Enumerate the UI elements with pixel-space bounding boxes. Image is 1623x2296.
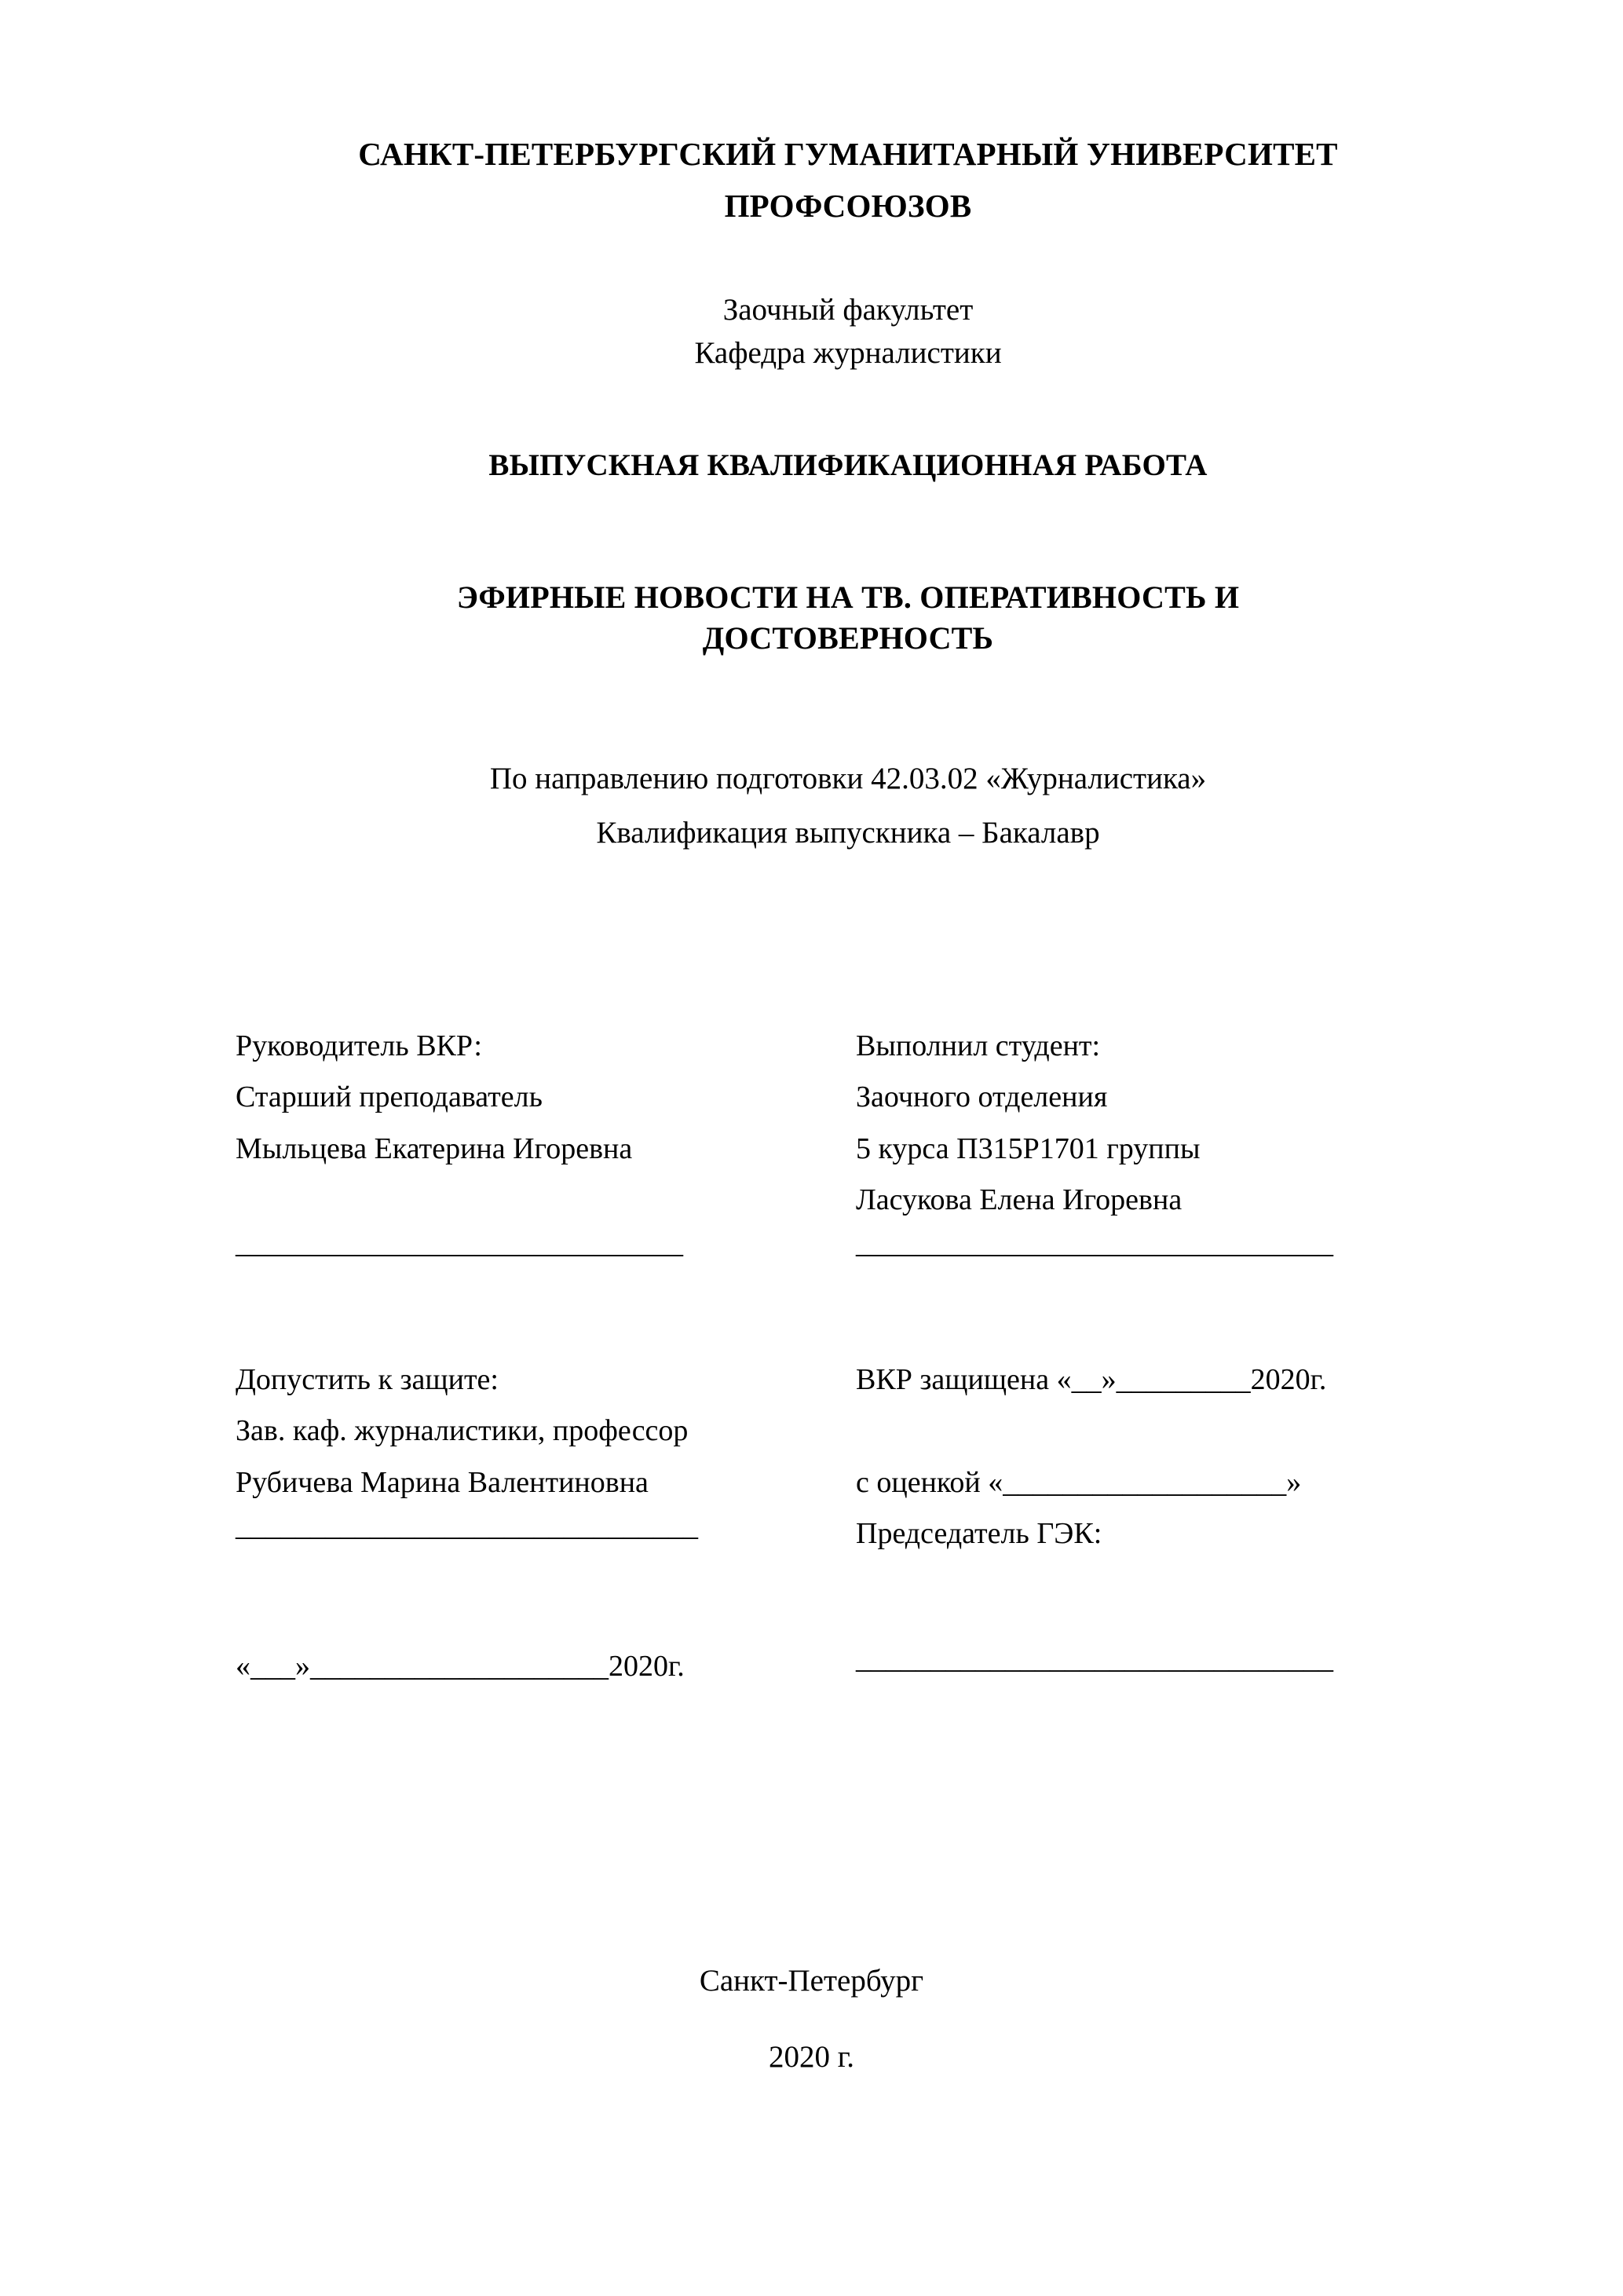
student-name: Ласукова Елена Игоревна [856,1183,1183,1217]
defense-grade-line: с оценкой «___________________» [856,1465,1302,1499]
work-type: ВЫПУСКНАЯ КВАЛИФИКАЦИОННАЯ РАБОТА [488,448,1208,482]
student-column [856,1021,1468,1262]
defense-column [856,1355,1468,1559]
header-block [236,133,1460,860]
head-name: Рубичева Марина Валентиновна [236,1465,649,1499]
thesis-title [236,577,1460,660]
document-footer [0,1963,1623,2075]
admission-column [236,1355,856,1559]
study-direction: По направлению подготовки 42.03.02 «Журналистика» [489,762,1207,796]
signature-area [236,1021,1468,1693]
university-name-line-2: ПРОФСОЮЗОВ [724,188,972,225]
direction-block [236,752,1460,860]
university-name-line-1: САНКТ-ПЕТЕРБУРГСКИЙ ГУМАНИТАРНЫЙ УНИВЕРСИТЕТ [358,136,1338,172]
supervisor-spacer [236,1175,856,1226]
supervisor-signature-line: ______________________________ [236,1227,683,1260]
student-label: Выполнил студент: [856,1029,1101,1062]
final-date-row [236,1641,1468,1692]
supervisor-student-row [236,1021,1468,1262]
admission-label: Допустить к защите: [236,1363,499,1397]
admission-date-column [236,1641,856,1692]
student-group: 5 курса П315Р1701 группы [856,1132,1201,1165]
qualification: Квалификация выпускника – Бакалавр [596,815,1100,850]
admission-defense-row [236,1355,1468,1559]
defense-spacer [856,1406,1468,1457]
city: Санкт-Петербург [699,1964,924,1998]
thesis-title-line-1: ЭФИРНЫЕ НОВОСТИ НА ТВ. ОПЕРАТИВНОСТЬ И [456,579,1240,615]
year: 2020 г. [768,2040,855,2074]
chairman-signature-column [856,1641,1468,1692]
head-position: Зав. каф. журналистики, профессор [236,1414,689,1448]
faculty-block [236,288,1460,375]
supervisor-position: Старший преподаватель [236,1080,543,1114]
defense-date-line: ВКР защищена «__»_________2020г. [856,1363,1327,1397]
chairman-signature-line: ________________________________ [856,1642,1333,1676]
supervisor-label: Руководитель ВКР: [236,1029,482,1062]
thesis-title-line-2: ДОСТОВЕРНОСТЬ [702,620,994,656]
chairman-label: Председатель ГЭК: [856,1517,1102,1551]
student-department: Заочного отделения [856,1080,1108,1114]
admission-date-line: «___»____________________2020г. [236,1650,685,1684]
admission-signature-line: _______________________________ [236,1509,698,1543]
student-signature-line: ________________________________ [856,1227,1333,1260]
supervisor-column [236,1021,856,1262]
faculty-name: Заочный факультет [722,292,974,327]
supervisor-name: Мыльцева Екатерина Игоревна [236,1132,633,1165]
department-name: Кафедра журналистики [694,336,1002,371]
